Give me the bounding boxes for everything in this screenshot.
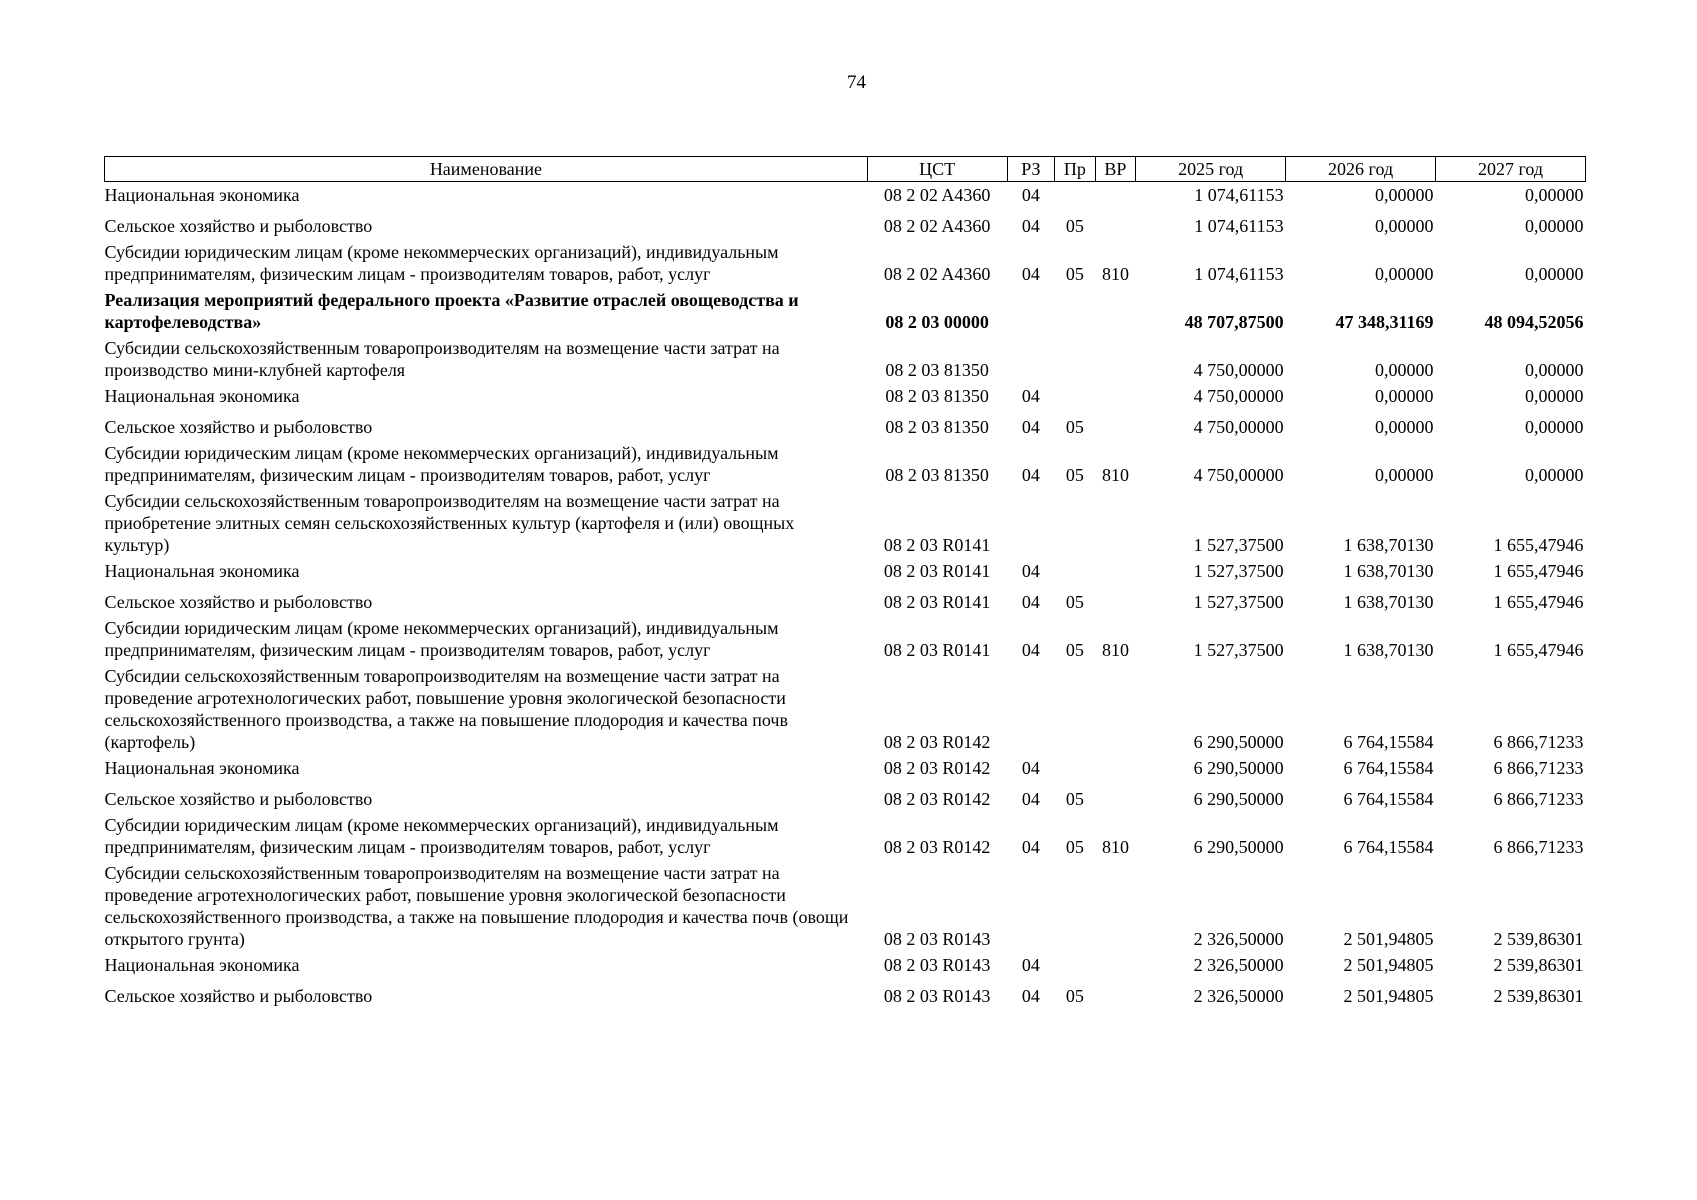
row-2027: 0,00000 — [1525, 216, 1584, 236]
row-cst: 08 2 03 R0141 — [883, 592, 991, 612]
row-pr: 05 — [1065, 986, 1084, 1006]
header-name: Наименование — [105, 157, 868, 182]
row-pr — [1055, 383, 1096, 409]
row-rz — [1007, 860, 1055, 952]
row-pr — [1055, 182, 1096, 209]
row-cst: 08 2 03 R0142 — [883, 789, 991, 809]
row-rz — [1007, 488, 1055, 558]
row-rz: 04 — [1021, 465, 1040, 485]
row-2025: 1 074,61153 — [1194, 216, 1284, 236]
row-rz: 04 — [1021, 758, 1040, 778]
row-rz: 04 — [1021, 789, 1040, 809]
row-cst: 08 2 03 00000 — [885, 312, 989, 332]
row-2025: 2 326,50000 — [1193, 986, 1284, 1006]
row-2027: 2 539,86301 — [1493, 955, 1584, 975]
row-2025: 4 750,00000 — [1193, 360, 1284, 380]
row-name: Национальная экономика — [104, 386, 300, 406]
header-2025: 2025 год — [1136, 157, 1286, 182]
row-cst: 08 2 03 R0143 — [883, 986, 991, 1006]
row-vr — [1095, 558, 1136, 584]
table-row — [105, 182, 1586, 209]
row-2027: 6 866,71233 — [1493, 837, 1584, 857]
row-2027: 6 866,71233 — [1493, 789, 1584, 809]
row-cst: 08 2 03 R0141 — [883, 561, 991, 581]
row-2027: 2 539,86301 — [1493, 929, 1584, 949]
row-name: Сельское хозяйство и рыболовство — [104, 592, 373, 612]
row-2025: 1 074,61153 — [1194, 264, 1284, 284]
row-2026: 0,00000 — [1375, 185, 1434, 205]
table-row — [105, 335, 1586, 383]
row-vr: 810 — [1101, 465, 1129, 485]
row-2026: 6 764,15584 — [1343, 789, 1434, 809]
header-cst: ЦСТ — [867, 157, 1007, 182]
row-pr — [1055, 755, 1096, 781]
header-vr: ВР — [1095, 157, 1136, 182]
row-name: Субсидии сельскохозяйственным товаропроизводителям на возмещение части затрат на проведение агротехнологических работ, повышение уровня экологической безопасности сельскохозяйственного производства, а также на повышение плодородия и качества почв (картофель) — [104, 666, 788, 752]
row-2026: 0,00000 — [1375, 216, 1434, 236]
row-name: Субсидии сельскохозяйственным товаропроизводителям на возмещение части затрат на производство мини-клубней картофеля — [104, 338, 780, 380]
row-vr — [1095, 287, 1136, 335]
table-row — [105, 488, 1586, 558]
row-rz: 04 — [1021, 592, 1040, 612]
row-2026: 0,00000 — [1375, 386, 1434, 406]
row-2027: 6 866,71233 — [1493, 732, 1584, 752]
row-2026: 2 501,94805 — [1343, 986, 1434, 1006]
header-2027: 2027 год — [1436, 157, 1586, 182]
row-rz: 04 — [1021, 386, 1040, 406]
row-2026: 1 638,70130 — [1343, 535, 1434, 555]
row-vr — [1095, 409, 1136, 440]
row-name: Национальная экономика — [104, 955, 300, 975]
row-2026: 2 501,94805 — [1343, 955, 1434, 975]
row-pr — [1055, 558, 1096, 584]
row-2025: 6 290,50000 — [1193, 758, 1284, 778]
row-name: Субсидии сельскохозяйственным товаропроизводителям на возмещение части затрат на проведение агротехнологических работ, повышение уровня экологической безопасности сельскохозяйственного производства, а также на повышение плодородия и качества почв (овощи открытого грунта) — [104, 863, 849, 949]
row-cst: 08 2 03 81350 — [885, 465, 989, 485]
row-2025: 6 290,50000 — [1193, 837, 1284, 857]
table-row — [105, 208, 1586, 239]
table-row — [105, 781, 1586, 812]
row-vr — [1095, 208, 1136, 239]
row-pr: 05 — [1065, 465, 1084, 485]
budget-table — [104, 156, 1586, 1009]
row-vr — [1095, 952, 1136, 978]
row-name: Субсидии юридическим лицам (кроме некоммерческих организаций), индивидуальным предпринимателям, физическим лицам - производителям товаров, работ, услуг — [104, 443, 779, 485]
row-2025: 2 326,50000 — [1193, 929, 1284, 949]
row-2025: 2 326,50000 — [1193, 955, 1284, 975]
row-rz — [1007, 663, 1055, 755]
row-2027: 0,00000 — [1525, 417, 1584, 437]
row-rz: 04 — [1021, 561, 1040, 581]
row-2025: 1 527,37500 — [1193, 561, 1284, 581]
row-rz: 04 — [1021, 986, 1040, 1006]
table-row — [105, 558, 1586, 584]
row-vr — [1095, 584, 1136, 615]
table-row — [105, 440, 1586, 488]
row-name: Национальная экономика — [104, 561, 300, 581]
row-cst: 08 2 02 A4360 — [883, 216, 991, 236]
row-rz: 04 — [1021, 640, 1040, 660]
row-cst: 08 2 03 R0143 — [883, 929, 991, 949]
table-header-row — [105, 157, 1586, 182]
table-row — [105, 287, 1586, 335]
row-cst: 08 2 03 R0142 — [883, 732, 991, 752]
row-2026: 47 348,31169 — [1335, 312, 1434, 332]
row-vr: 810 — [1101, 640, 1129, 660]
row-rz: 04 — [1021, 264, 1040, 284]
row-pr: 05 — [1065, 640, 1084, 660]
row-cst: 08 2 03 R0143 — [883, 955, 991, 975]
header-2026: 2026 год — [1286, 157, 1436, 182]
row-name: Субсидии юридическим лицам (кроме некоммерческих организаций), индивидуальным предпринимателям, физическим лицам - производителям товаров, работ, услуг — [104, 815, 779, 857]
row-cst: 08 2 03 R0141 — [883, 535, 991, 555]
row-vr: 810 — [1101, 837, 1129, 857]
row-pr: 05 — [1065, 592, 1084, 612]
row-cst: 08 2 02 A4360 — [883, 185, 991, 205]
row-vr — [1095, 781, 1136, 812]
row-2026: 6 764,15584 — [1343, 837, 1434, 857]
row-2027: 0,00000 — [1525, 360, 1584, 380]
row-2026: 2 501,94805 — [1343, 929, 1434, 949]
table-row — [105, 860, 1586, 952]
row-vr — [1095, 663, 1136, 755]
row-name: Национальная экономика — [104, 758, 300, 778]
header-pr: Пр — [1055, 157, 1096, 182]
row-2025: 1 074,61153 — [1194, 185, 1284, 205]
row-name: Реализация мероприятий федерального проекта «Развитие отраслей овощеводства и картофелеводства» — [104, 290, 799, 332]
table-row — [105, 615, 1586, 663]
table-row — [105, 755, 1586, 781]
table-row — [105, 978, 1586, 1009]
row-2027: 1 655,47946 — [1493, 592, 1584, 612]
row-cst: 08 2 03 R0141 — [883, 640, 991, 660]
row-2026: 1 638,70130 — [1343, 592, 1434, 612]
row-2025: 6 290,50000 — [1193, 789, 1284, 809]
row-2026: 1 638,70130 — [1343, 561, 1434, 581]
row-2025: 1 527,37500 — [1193, 535, 1284, 555]
row-2025: 48 707,87500 — [1184, 312, 1284, 332]
row-vr — [1095, 755, 1136, 781]
row-pr: 05 — [1065, 837, 1084, 857]
row-2026: 1 638,70130 — [1343, 640, 1434, 660]
page-number: 74 — [847, 72, 866, 93]
row-cst: 08 2 03 81350 — [885, 417, 989, 437]
row-2025: 6 290,50000 — [1193, 732, 1284, 752]
table-row — [105, 383, 1586, 409]
row-pr: 05 — [1065, 264, 1084, 284]
row-2027: 0,00000 — [1525, 465, 1584, 485]
row-name: Сельское хозяйство и рыболовство — [104, 789, 373, 809]
row-rz — [1007, 335, 1055, 383]
row-name: Сельское хозяйство и рыболовство — [104, 986, 373, 1006]
row-vr — [1095, 978, 1136, 1009]
row-name: Сельское хозяйство и рыболовство — [104, 417, 373, 437]
row-2026: 0,00000 — [1375, 465, 1434, 485]
row-2025: 4 750,00000 — [1193, 386, 1284, 406]
row-vr — [1095, 383, 1136, 409]
row-2025: 1 527,37500 — [1193, 592, 1284, 612]
row-2027: 6 866,71233 — [1493, 758, 1584, 778]
row-cst: 08 2 02 A4360 — [883, 264, 991, 284]
table-body — [105, 182, 1586, 1010]
row-pr: 05 — [1065, 789, 1084, 809]
row-name: Субсидии юридическим лицам (кроме некоммерческих организаций), индивидуальным предпринимателям, физическим лицам - производителям товаров, работ, услуг — [104, 618, 779, 660]
row-rz: 04 — [1021, 837, 1040, 857]
row-pr: 05 — [1065, 216, 1084, 236]
row-2026: 0,00000 — [1375, 417, 1434, 437]
row-cst: 08 2 03 81350 — [885, 360, 989, 380]
table-row — [105, 663, 1586, 755]
row-cst: 08 2 03 R0142 — [883, 837, 991, 857]
row-2025: 1 527,37500 — [1193, 640, 1284, 660]
row-2026: 0,00000 — [1375, 264, 1434, 284]
header-rz: РЗ — [1007, 157, 1055, 182]
row-rz: 04 — [1021, 185, 1040, 205]
row-2027: 2 539,86301 — [1493, 986, 1584, 1006]
row-pr — [1055, 335, 1096, 383]
row-2027: 48 094,52056 — [1484, 312, 1584, 332]
row-pr — [1055, 952, 1096, 978]
row-vr — [1095, 860, 1136, 952]
row-pr — [1055, 663, 1096, 755]
row-rz — [1007, 287, 1055, 335]
row-pr — [1055, 860, 1096, 952]
row-rz: 04 — [1021, 417, 1040, 437]
row-2027: 1 655,47946 — [1493, 640, 1584, 660]
row-2026: 6 764,15584 — [1343, 732, 1434, 752]
row-2025: 4 750,00000 — [1193, 417, 1284, 437]
row-name: Национальная экономика — [104, 185, 300, 205]
row-vr — [1095, 488, 1136, 558]
row-pr — [1055, 488, 1096, 558]
row-2027: 0,00000 — [1525, 386, 1584, 406]
row-2027: 1 655,47946 — [1493, 535, 1584, 555]
row-pr — [1055, 287, 1096, 335]
row-2026: 6 764,15584 — [1343, 758, 1434, 778]
table-row — [105, 239, 1586, 287]
row-2025: 4 750,00000 — [1193, 465, 1284, 485]
row-vr — [1095, 335, 1136, 383]
row-2027: 1 655,47946 — [1493, 561, 1584, 581]
row-pr: 05 — [1065, 417, 1084, 437]
row-vr: 810 — [1101, 264, 1129, 284]
row-2026: 0,00000 — [1375, 360, 1434, 380]
row-name: Субсидии юридическим лицам (кроме некоммерческих организаций), индивидуальным предпринимателям, физическим лицам - производителям товаров, работ, услуг — [104, 242, 779, 284]
row-cst: 08 2 03 R0142 — [883, 758, 991, 778]
row-rz: 04 — [1021, 216, 1040, 236]
row-vr — [1095, 182, 1136, 209]
row-name: Сельское хозяйство и рыболовство — [104, 216, 373, 236]
table-row — [105, 409, 1586, 440]
row-2027: 0,00000 — [1525, 264, 1584, 284]
row-2027: 0,00000 — [1525, 185, 1584, 205]
row-name: Субсидии сельскохозяйственным товаропроизводителям на возмещение части затрат на приобретение элитных семян сельскохозяйственных культур (картофеля и (или) овощных культур) — [104, 491, 795, 555]
row-cst: 08 2 03 81350 — [885, 386, 989, 406]
table-row — [105, 812, 1586, 860]
row-rz: 04 — [1021, 955, 1040, 975]
table-row — [105, 952, 1586, 978]
table-row — [105, 584, 1586, 615]
